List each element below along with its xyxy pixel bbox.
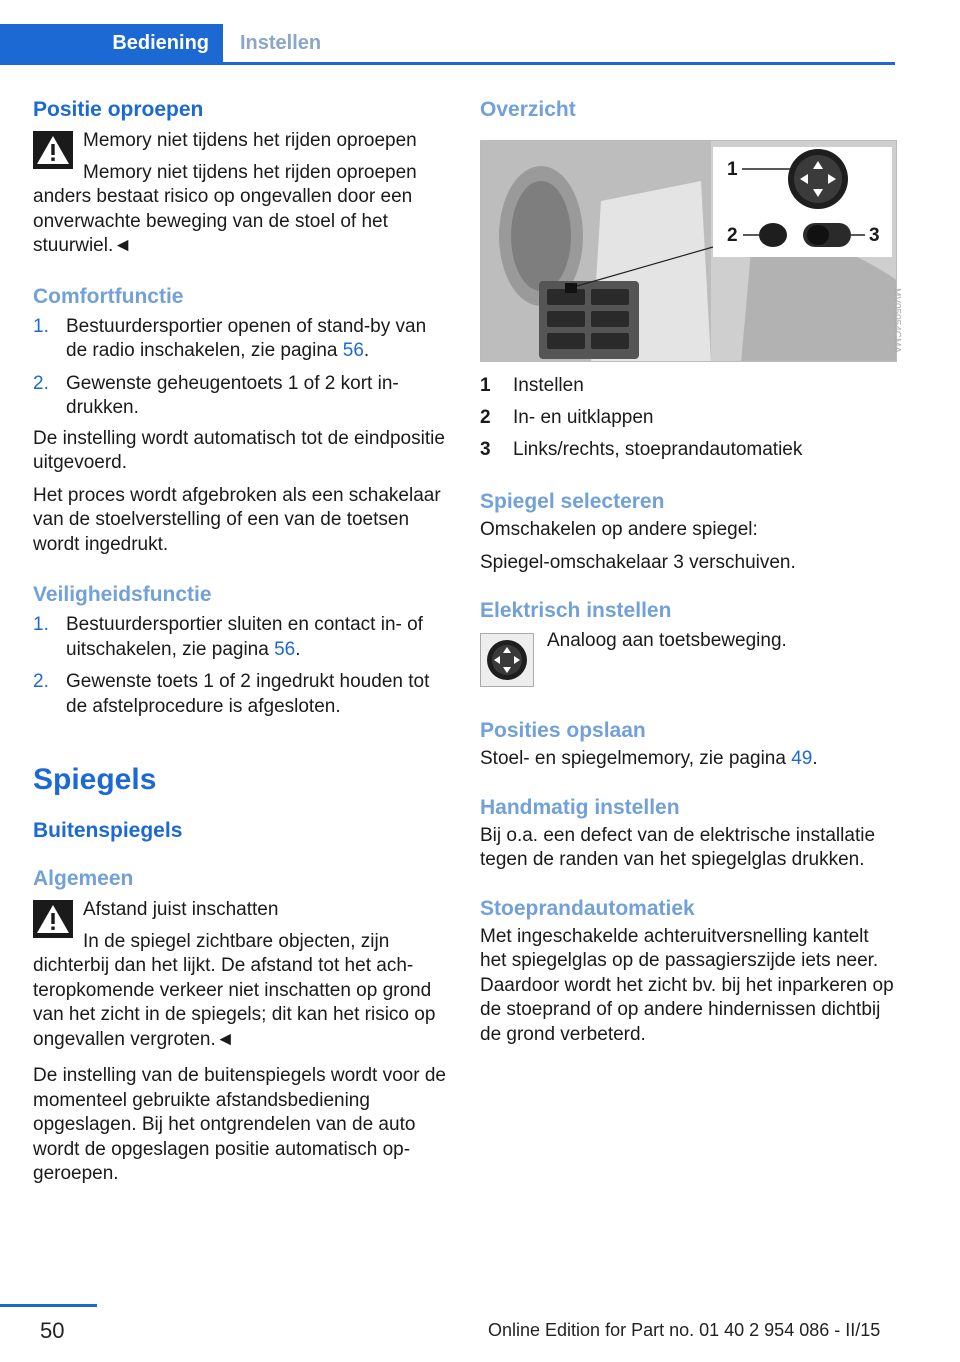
warning-afstand-title: Afstand juist inschatten: [83, 899, 279, 920]
warning-afstand-body: In de spiegel zichtbare objecten, zijn dichterbij dan het lijkt. De afstand tot het achteropkomende verkeer niet inschatten op grond van het zicht in de spiegels; dit kan het risico op ongevallen vergroten.◄: [33, 930, 436, 1050]
section-title-veiligheidsfunctie: Veiligheidsfunctie: [33, 583, 212, 606]
list-number: 2.: [33, 372, 49, 394]
callout-label-1: 1: [727, 159, 738, 180]
warning-memory-title: Memory niet tijdens het rijden oproepen: [83, 130, 417, 151]
tab-bediening[interactable]: Bediening: [0, 24, 223, 62]
right-column: [480, 98, 902, 1047]
list-item: 2. Gewenste toets 1 of 2 ingedrukt houden tot de afstelprocedure is afgesloten.: [33, 671, 430, 717]
callout-label-2: 2: [727, 225, 738, 246]
paragraph: Omschakelen op andere spiegel:: [480, 519, 758, 540]
section-title-comfortfunctie: Comfortfunctie: [33, 284, 184, 308]
paragraph: De instelling wordt automatisch tot de eindpositie uitgevoerd.: [33, 427, 445, 473]
paragraph: Spiegel-omschakelaar 3 verschuiven.: [480, 551, 796, 573]
footer-edition: Online Edition for Part no. 01 40 2 954 086 - II/15: [488, 1320, 881, 1340]
door-panel-illustration: [481, 141, 897, 362]
legend-list: [480, 370, 897, 466]
comfort-list: [33, 315, 451, 421]
tab-instellen[interactable]: Instellen: [240, 32, 322, 54]
page-link[interactable]: 49: [791, 748, 813, 769]
section-title-elektrisch-instellen: Elektrisch instellen: [480, 599, 672, 622]
mirror-adjust-button-icon: [480, 633, 534, 687]
paragraph: De instelling van de buitenspiegels wordt voor de momenteel gebruikte afstandsbediening opgeslagen. Bij het ontgrendelen van de auto wordt de opgeslagen positie automatisch opgeroepen.: [33, 1065, 446, 1184]
elektrisch-block: [480, 629, 897, 695]
warning-memory-body: Memory niet tijdens het rijden oproepen anders bestaat risico op ongevallen door een onverwachte beweging van de stoel of het stuurwiel.◄: [33, 161, 417, 256]
section-title-algemeen: Algemeen: [33, 867, 134, 890]
warning-memory: [33, 129, 451, 259]
footer-rule: [0, 1304, 97, 1307]
veilig-list: [33, 613, 451, 719]
list-item: 3 Links/rechts, stoeprandautomatiek: [480, 439, 803, 460]
list-item: 1 Instellen: [480, 375, 584, 396]
chapter-title-spiegels: Spiegels: [33, 763, 157, 796]
section-title-spiegel-selecteren: Spiegel selecteren: [480, 490, 665, 513]
list-item: 1. Bestuurdersportier sluiten en contact in- of uitschakelen, zie pagina 56.: [33, 614, 423, 660]
list-number: 2.: [33, 671, 49, 692]
left-column: [33, 98, 451, 1187]
list-item: 1. Bestuurdersportier openen of stand-by van de radio inschakelen, zie pagina 56.: [33, 315, 427, 361]
callout-label-3: 3: [869, 225, 880, 246]
section-title-positie-oproepen: Positie oproepen: [33, 98, 204, 121]
list-number: 1.: [33, 614, 49, 635]
image-code: MV05054CMA: [891, 288, 902, 354]
page-number: 50: [40, 1318, 65, 1343]
warning-afstand: [33, 898, 451, 1052]
paragraph: Analoog aan toetsbeweging.: [547, 630, 787, 651]
header-tabbar: [0, 24, 895, 65]
paragraph: Bij o.a. een defect van de elektrische installatie tegen de randen van het spiegelglas drukken.: [480, 824, 876, 870]
section-title-handmatig-instellen: Handmatig instellen: [480, 795, 680, 819]
list-item: 2 In- en uitklappen: [480, 407, 654, 428]
warning-triangle-icon: [33, 900, 73, 938]
mirror-controls-photo: [480, 140, 897, 362]
section-title-overzicht: Overzicht: [480, 98, 576, 121]
section-title-stoeprandautomatiek: Stoeprandautomatiek: [480, 896, 695, 920]
section-title-posities-opslaan: Posities opslaan: [480, 719, 646, 742]
page-link[interactable]: 56: [342, 340, 364, 361]
paragraph: Het proces wordt afgebroken als een schakelaar van de stoelverstelling of een van de toetsen wordt ingedrukt.: [33, 484, 441, 555]
warning-triangle-icon: [33, 131, 73, 169]
section-title-buitenspiegels: Buitenspiegels: [33, 819, 183, 842]
paragraph: Stoel- en spiegelmemory, zie pagina 49.: [480, 748, 818, 769]
list-number: 1.: [33, 315, 49, 337]
page-link[interactable]: 56: [274, 638, 296, 660]
list-item: 2. Gewenste geheugentoets 1 of 2 kort indrukken.: [33, 372, 399, 418]
paragraph: Met ingeschakelde achteruitversnelling kantelt het spiegelglas op de passagierszijde iets neer. Daardoor wordt het zicht bv. bij het inparkeren op de stoeprand of op andere hindernissen dichtbij de grond verbeterd.: [480, 925, 894, 1045]
